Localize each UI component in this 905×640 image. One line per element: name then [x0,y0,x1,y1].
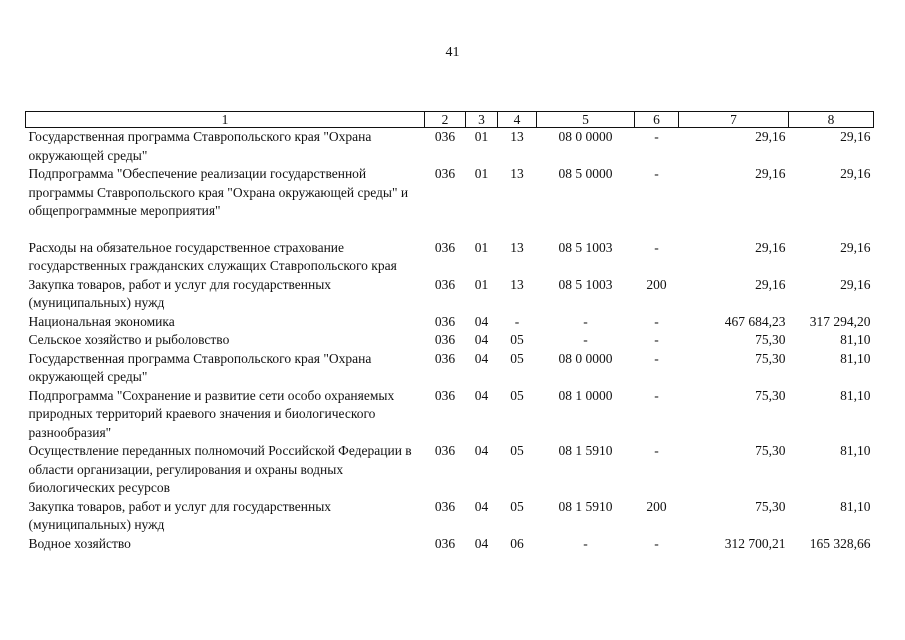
table-row [26,331,874,350]
cell-ministry: 036 [434,276,456,292]
spacer-cell [26,221,874,239]
cell-target-article: - [583,313,588,329]
cell-amount-7: 75,30 [755,332,786,347]
cell-target-article: 08 0 0000 [558,129,613,144]
cell-subsection: 05 [510,387,524,403]
cell-expense-type: - [654,332,659,347]
cell-amount-7: 29,16 [755,129,786,144]
cell-expense-type: - [654,313,659,329]
cell-section: 01 [474,166,489,181]
cell-ministry: 036 [434,129,456,144]
cell-expense-type: 200 [646,498,667,514]
row-name: Сельское хозяйство и рыболовство [28,332,230,347]
cell-section: 01 [474,276,489,292]
table-row [26,165,874,221]
cell-amount-7: 312 700,21 [724,535,786,551]
column-header: 7 [679,112,789,128]
cell-subsection: 13 [510,239,524,255]
row-name: Закупка товаров, работ и услуг для государственных (муниципальных) нужд [28,276,332,310]
cell-ministry: 036 [434,498,456,514]
cell-amount-7: 75,30 [755,498,786,514]
cell-target-article: 08 5 1003 [558,239,613,255]
cell-amount-7: 29,16 [755,276,786,292]
table-row [26,350,874,387]
cell-amount-8: 29,16 [840,129,871,144]
cell-target-article: 08 1 5910 [558,443,613,458]
cell-amount-8: 81,10 [840,350,871,366]
column-header: 3 [466,112,498,128]
column-header: 4 [498,112,537,128]
row-name: Национальная экономика [28,313,175,329]
cell-section: 04 [474,387,489,403]
table-row [26,535,874,554]
column-header: 5 [537,112,635,128]
row-name: Осуществление переданных полномочий Российской Федерации в области организации, регулирования и охраны водных биологических ресурсов [28,443,412,495]
cell-ministry: 036 [434,332,456,347]
row-name: Подпрограмма "Сохранение и развитие сети особо охраняемых природных территорий краевого значения и биологического разнообразия" [28,387,395,440]
cell-expense-type: - [654,166,659,181]
table-row [26,239,874,276]
cell-expense-type: - [654,443,659,458]
cell-subsection: 05 [510,350,524,366]
cell-ministry: 036 [434,443,456,458]
cell-section: 04 [474,313,489,329]
table-row [26,276,874,313]
cell-amount-8: 81,10 [840,387,871,403]
cell-subsection: 05 [510,332,524,347]
cell-expense-type: - [654,129,659,144]
cell-section: 04 [474,350,489,366]
cell-target-article: - [583,332,588,347]
page-number: 41 [445,45,460,60]
cell-section: 04 [474,535,489,551]
cell-expense-type: - [654,535,659,551]
cell-amount-8: 317 294,20 [809,313,871,329]
cell-subsection: 13 [510,276,524,292]
cell-target-article: 08 0 0000 [558,350,613,366]
column-header: 2 [425,112,466,128]
cell-ministry: 036 [434,166,456,181]
cell-amount-7: 75,30 [755,350,786,366]
cell-target-article: 08 5 1003 [558,276,613,292]
cell-target-article: 08 1 5910 [558,498,613,514]
cell-amount-8: 81,10 [840,443,871,458]
cell-amount-8: 81,10 [840,498,871,514]
row-name: Водное хозяйство [28,535,131,551]
table-header [26,112,874,128]
cell-section: 01 [474,129,489,144]
table-row [26,387,874,443]
budget-table [25,111,874,553]
table-row [26,128,874,166]
cell-subsection: - [514,313,520,329]
cell-section: 01 [474,239,489,255]
cell-subsection: 05 [510,498,524,514]
cell-amount-7: 75,30 [755,387,786,403]
cell-expense-type: - [654,350,659,366]
table-row [26,442,874,498]
cell-ministry: 036 [434,387,456,403]
column-header: 6 [635,112,679,128]
cell-amount-7: 29,16 [755,239,786,255]
row-name: Государственная программа Ставропольского края "Охрана окружающей среды" [28,350,372,384]
cell-section: 04 [474,443,489,458]
cell-section: 04 [474,498,489,514]
cell-subsection: 13 [510,166,524,181]
cell-expense-type: - [654,239,659,255]
table-row [26,498,874,535]
row-name: Государственная программа Ставропольского края "Охрана окружающей среды" [28,129,372,163]
cell-ministry: 036 [434,535,456,551]
cell-amount-7: 29,16 [755,166,786,181]
cell-section: 04 [474,332,489,347]
cell-amount-7: 75,30 [755,443,786,458]
cell-subsection: 05 [510,443,524,458]
column-header: 8 [789,112,874,128]
cell-target-article: 08 5 0000 [558,166,613,181]
cell-subsection: 13 [510,129,524,144]
row-name: Расходы на обязательное государственное страхование государственных гражданских служащих Ставропольского края [28,239,397,273]
row-name: Подпрограмма "Обеспечение реализации государственной программы Ставропольского края "Охрана окружающей среды" и общепрограммные мероприятия" [28,166,409,218]
cell-amount-8: 29,16 [840,166,871,181]
row-name: Закупка товаров, работ и услуг для государственных (муниципальных) нужд [28,498,332,532]
cell-amount-7: 467 684,23 [724,313,786,329]
cell-target-article: 08 1 0000 [558,387,613,403]
cell-ministry: 036 [434,350,456,366]
cell-amount-8: 29,16 [840,239,871,255]
cell-ministry: 036 [434,313,456,329]
cell-amount-8: 81,10 [840,332,871,347]
cell-amount-8: 165 328,66 [809,535,871,551]
cell-expense-type: - [654,387,659,403]
cell-amount-8: 29,16 [840,276,871,292]
column-header: 1 [26,112,425,128]
cell-target-article: - [583,535,588,551]
spacer-row [26,221,874,239]
cell-expense-type: 200 [646,276,667,292]
cell-ministry: 036 [434,239,456,255]
cell-subsection: 06 [510,535,524,551]
table-row [26,313,874,332]
